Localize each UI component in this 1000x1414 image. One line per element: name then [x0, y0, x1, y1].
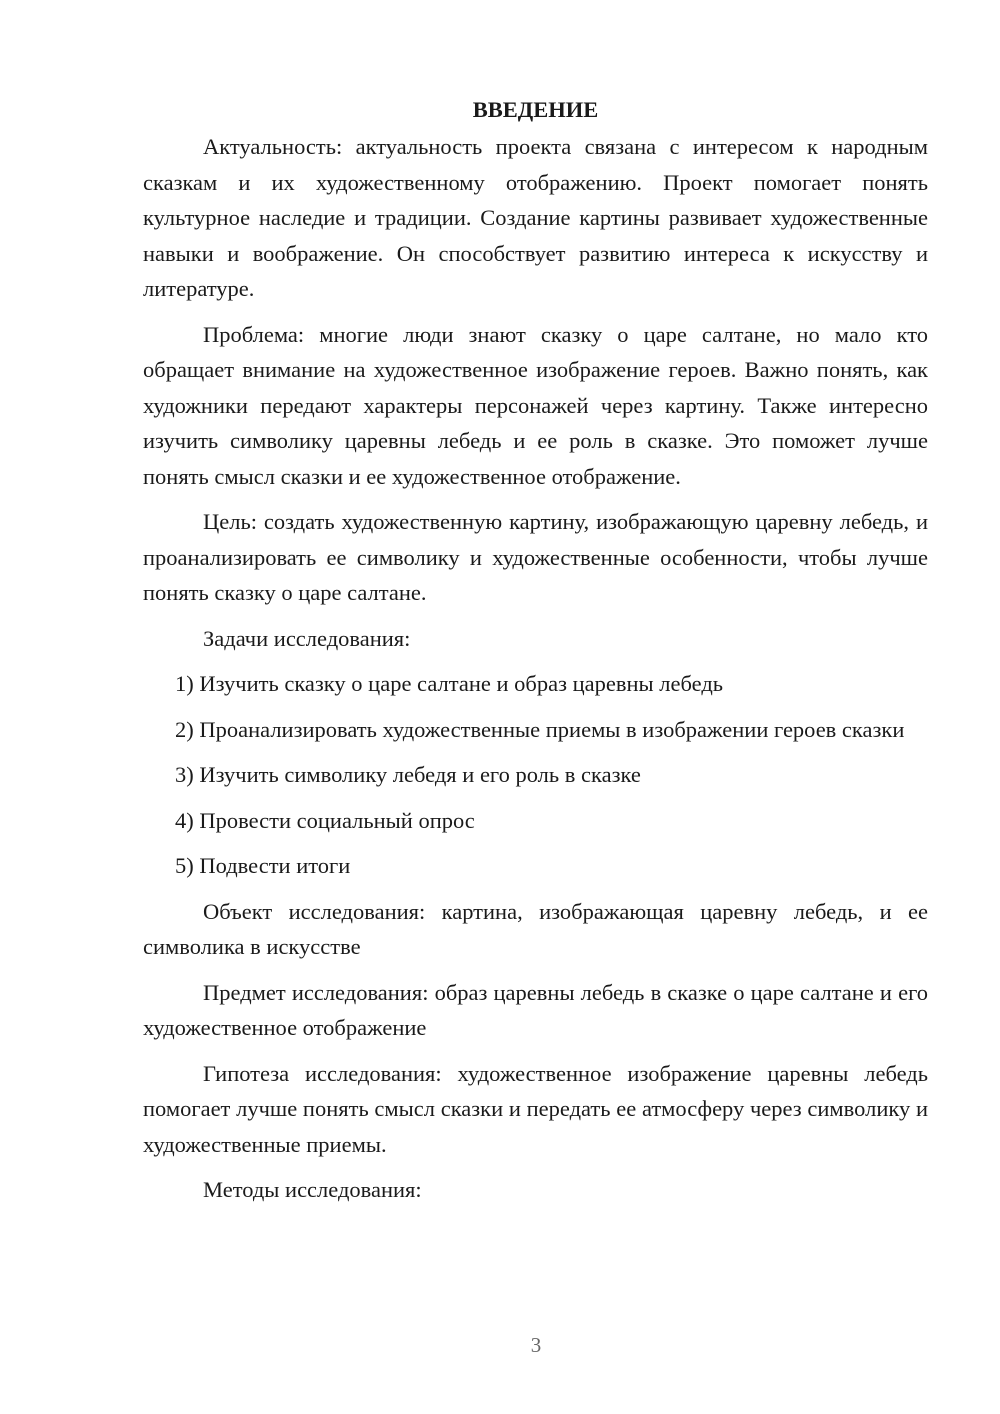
paragraph-problem: Проблема: многие люди знают сказку о царе салтане, но мало кто обращает внимание на художественное изображение героев. Важно понять, как художники передают характеры персонажей через картину. Также интересно изучить символику царевны лебедь и ее роль в сказке. Это поможет лучше понять смысл сказки и ее художественное отображение. [143, 321, 928, 489]
task-item-1: 1) Изучить сказку о царе салтане и образ царевны лебедь [175, 671, 724, 696]
methods-heading: Методы исследования: [203, 1177, 422, 1202]
page-number: 3 [530, 1333, 542, 1357]
paragraph-goal: Цель: создать художественную картину, изображающую царевну лебедь, и проанализировать ее символику и художественные особенности, чтобы лучше понять сказку о царе салтане. [143, 509, 928, 605]
paragraph-hypothesis: Гипотеза исследования: художественное изображение царевны лебедь помогает лучше понять смысл сказки и передать ее атмосферу через символику и художественные приемы. [143, 1060, 928, 1157]
paragraph-relevance: Актуальность: актуальность проекта связана с интересом к народным сказкам и их художественному отображению. Проект помогает понять культурное наследие и традиции. Создание картины развивает художественные навыки и воображение. Он способствует развитию интереса к искусству и литературе. [143, 134, 928, 301]
task-item-4: 4) Провести социальный опрос [175, 807, 475, 833]
task-item-3: 3) Изучить символику лебедя и его роль в сказке [175, 762, 641, 787]
paragraph-subject: Предмет исследования: образ царевны лебедь в сказке о царе салтане и его художественное отображение [143, 979, 928, 1040]
task-item-5: 5) Подвести итоги [175, 853, 351, 878]
document-page [143, 92, 928, 1208]
paragraph-object: Объект исследования: картина, изображающая царевну лебедь, и ее символика в искусстве [143, 898, 928, 959]
task-item-2: 2) Проанализировать художественные приемы в изображении героев сказки [175, 716, 905, 742]
section-title: ВВЕДЕНИЕ [472, 97, 599, 122]
tasks-heading: Задачи исследования: [203, 625, 411, 651]
